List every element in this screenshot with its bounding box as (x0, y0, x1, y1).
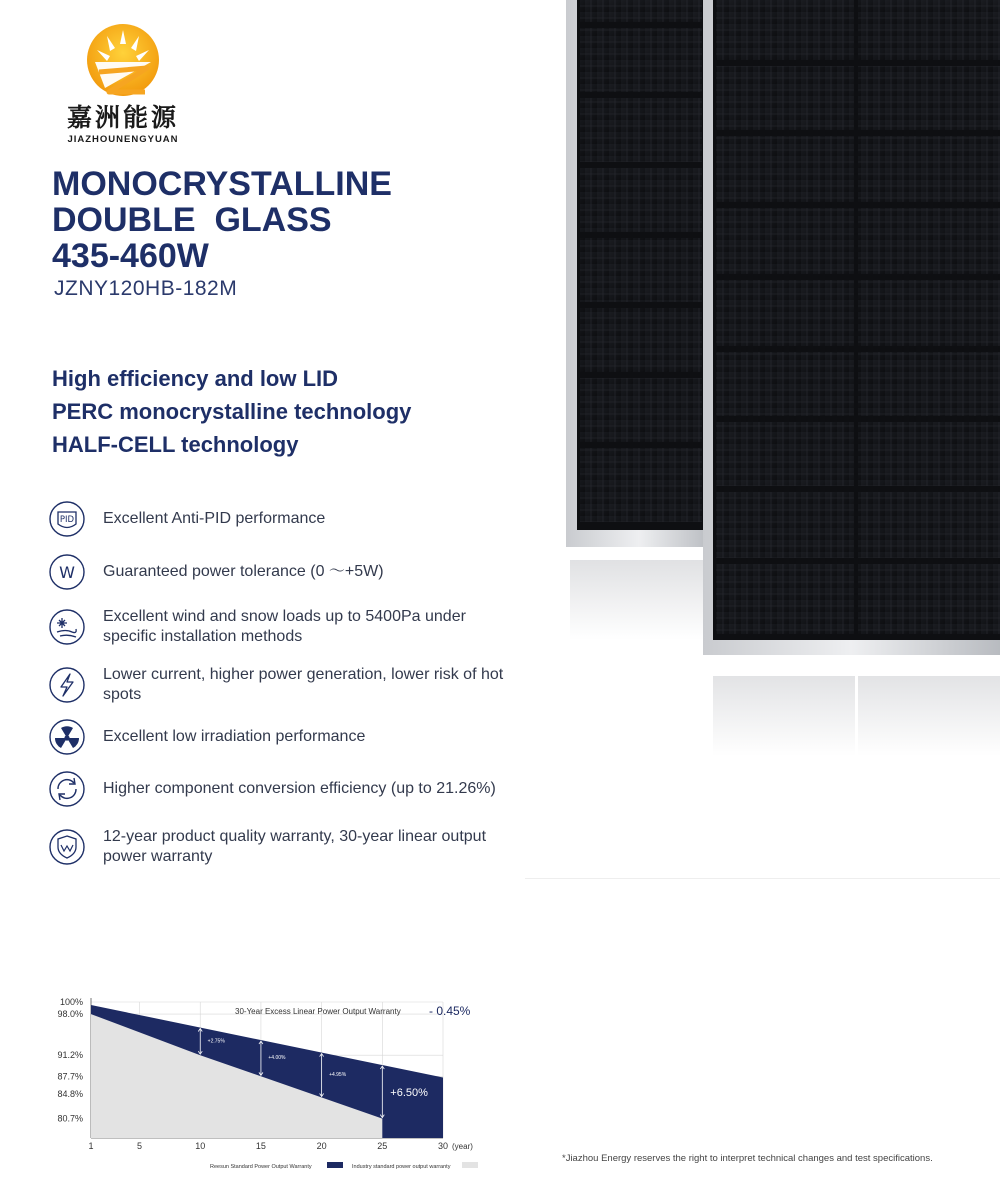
legend-reesun: Reesun Standard Power Output Warranty (210, 1164, 312, 1170)
feature-item (48, 665, 513, 705)
solar-panel-image (525, 0, 1000, 880)
feature-item (48, 607, 513, 647)
delta-label: +4.95% (329, 1072, 347, 1079)
x-tick-label: 25 (377, 1141, 388, 1151)
watt-icon (48, 553, 86, 591)
title-line: 435-460W (52, 237, 209, 275)
highlights (52, 362, 411, 461)
highlight-item: HALF-CELL technology (52, 432, 299, 457)
x-tick-label: 1 (88, 1141, 94, 1151)
disclaimer: *Jiazhou Energy reserves the right to interpret technical changes and test specifications. (562, 1153, 933, 1164)
svg-text:PID: PID (59, 515, 75, 525)
wind-snow-icon (48, 608, 86, 646)
feature-item (48, 553, 513, 591)
irradiation-icon (48, 718, 86, 756)
feature-text: Lower current, higher power generation, lower risk of hot spots (103, 666, 504, 703)
degradation-label: - 0.45% (429, 1004, 471, 1018)
brand-name-en: JIAZHOUNENGYUAN (67, 134, 179, 145)
delta-label: +6.50% (390, 1086, 428, 1099)
feature-text: Excellent wind and snow loads up to 5400Pa under specific installation methods (103, 608, 466, 645)
pid-icon (48, 500, 86, 538)
sun-logo-icon (85, 22, 161, 98)
brand-name-cn: 嘉洲能源 (66, 103, 179, 132)
y-tick-label: 87.7% (57, 1071, 83, 1082)
product-title (52, 166, 392, 274)
legend-industry: Industry standard power output warranty (352, 1164, 451, 1170)
feature-text: Excellent low irradiation performance (103, 728, 366, 745)
x-tick-label: 20 (316, 1141, 327, 1151)
conversion-icon (48, 770, 86, 808)
title-line: DOUBLE GLASS (52, 201, 332, 239)
y-tick-label: 98.0% (57, 1009, 83, 1020)
feature-item (48, 827, 513, 867)
svg-text:W: W (59, 563, 75, 582)
y-tick-label: 91.2% (57, 1050, 83, 1061)
y-tick-label: 80.7% (57, 1113, 83, 1124)
title-line: MONOCRYSTALLINE (52, 165, 392, 203)
feature-item (48, 500, 513, 538)
product-model: JZNY120HB-182M (54, 277, 238, 300)
y-tick-label: 84.8% (57, 1088, 83, 1099)
feature-item (48, 718, 513, 756)
highlight-item: PERC monocrystalline technology (52, 399, 412, 424)
feature-text: 12-year product quality warranty, 30-year linear output power warranty (103, 828, 487, 865)
warranty-chart (40, 990, 500, 1180)
x-tick-label: 5 (137, 1141, 143, 1151)
warranty-shield-icon (48, 828, 86, 866)
x-tick-label: 30 (437, 1141, 449, 1151)
feature-item (48, 770, 513, 808)
delta-label: +4.00% (268, 1055, 286, 1062)
feature-text: Excellent Anti-PID performance (103, 510, 326, 527)
legend-swatch-reesun (327, 1162, 343, 1168)
x-tick-label: 15 (255, 1141, 266, 1151)
feature-text: Higher component conversion efficiency (up to 21.26%) (103, 780, 496, 797)
chart-title: 30-Year Excess Linear Power Output Warranty (235, 1007, 401, 1016)
x-unit-label: (year) (452, 1142, 473, 1151)
x-tick-label: 10 (195, 1141, 206, 1151)
feature-text: Guaranteed power tolerance (0 ～+5W) (103, 563, 384, 580)
delta-label: +2.75% (207, 1038, 225, 1045)
highlight-item: High efficiency and low LID (52, 366, 339, 391)
brand-logo (48, 22, 198, 145)
y-tick-label: 100% (59, 997, 83, 1007)
lightning-icon (48, 666, 86, 704)
legend-swatch-industry (462, 1162, 478, 1168)
